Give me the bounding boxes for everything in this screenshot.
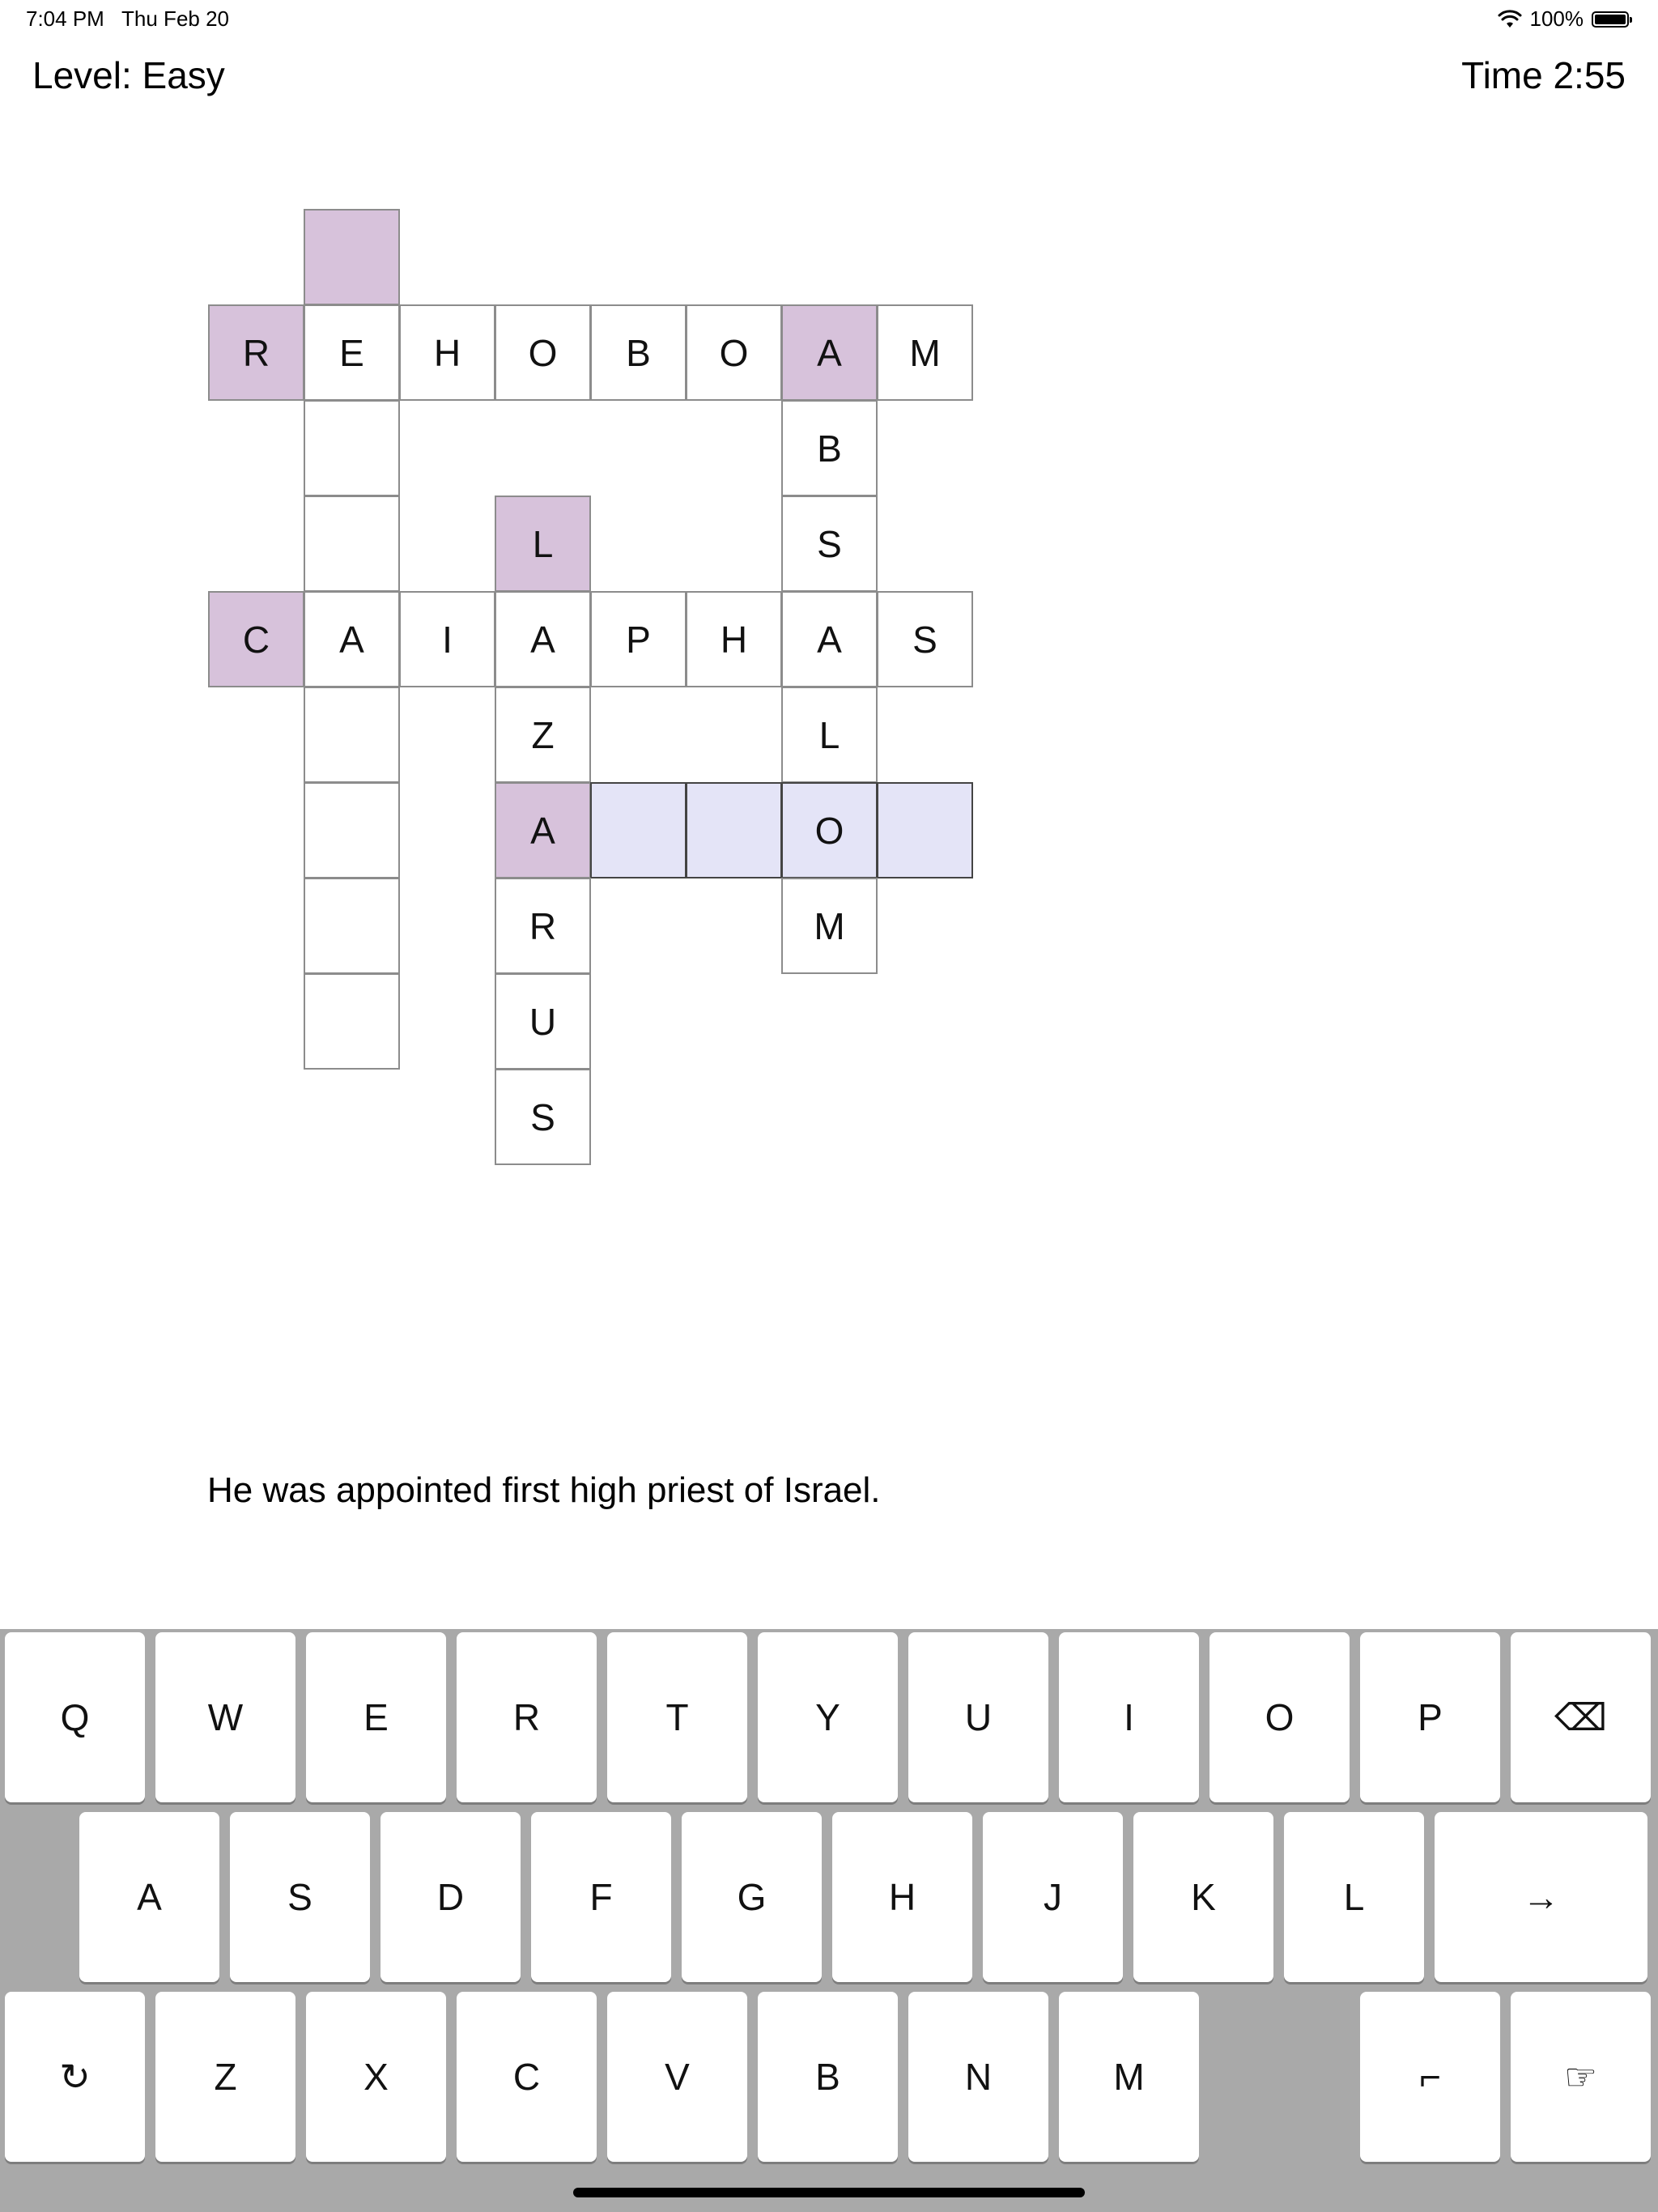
key-j-label: J xyxy=(1044,1876,1062,1918)
wifi-icon xyxy=(1498,10,1522,29)
keyboard xyxy=(0,1629,1658,2212)
key-i[interactable] xyxy=(1059,1632,1199,1802)
crossword-cell[interactable]: S xyxy=(877,591,973,687)
crossword-cell[interactable]: U xyxy=(495,973,591,1070)
clue-text: He was appointed first high priest of Israel. xyxy=(207,1470,881,1510)
backspace-icon-label: ⌫ xyxy=(1554,1696,1608,1738)
crossword-cell[interactable]: M xyxy=(877,304,973,401)
next-arrow-icon-label: → xyxy=(1522,1876,1560,1918)
key-r[interactable] xyxy=(457,1632,597,1802)
crossword-cell[interactable]: H xyxy=(686,591,782,687)
key-w[interactable] xyxy=(155,1632,295,1802)
crossword-cell[interactable]: O xyxy=(781,782,878,878)
key-m-label: M xyxy=(1113,2056,1145,2098)
key-i-label: I xyxy=(1124,1696,1134,1738)
key-g[interactable] xyxy=(682,1812,822,1982)
crossword-cell[interactable]: H xyxy=(399,304,495,401)
crossword-cell[interactable] xyxy=(877,782,973,878)
crossword-cell[interactable]: R xyxy=(208,304,304,401)
crossword-cell[interactable]: L xyxy=(495,496,591,592)
key-e[interactable] xyxy=(306,1632,446,1802)
crossword-cell[interactable] xyxy=(304,400,400,496)
key-s[interactable] xyxy=(230,1812,370,1982)
crossword-cell[interactable] xyxy=(304,496,400,592)
crossword-cell[interactable]: C xyxy=(208,591,304,687)
key-h-label: H xyxy=(888,1876,916,1918)
hint-hand-icon-label: ☞ xyxy=(1563,2056,1598,2098)
key-r-label: R xyxy=(512,1696,541,1738)
crossword-cell[interactable]: M xyxy=(781,878,878,974)
key-s-label: S xyxy=(287,1876,312,1918)
crossword-cell[interactable]: I xyxy=(399,591,495,687)
crossword-cell[interactable] xyxy=(304,782,400,878)
crossword-cell[interactable] xyxy=(304,209,400,305)
timer-label: Time 2:55 xyxy=(1461,54,1626,96)
crossword-cell[interactable] xyxy=(590,782,687,878)
key-u[interactable] xyxy=(908,1632,1048,1802)
status-date: Thu Feb 20 xyxy=(121,6,230,31)
crossword-cell[interactable]: P xyxy=(590,591,687,687)
key-y[interactable] xyxy=(758,1632,898,1802)
corner-icon-label: ⌐ xyxy=(1419,2056,1441,2098)
key-n-label: N xyxy=(964,2056,993,2098)
crossword-cell[interactable]: A xyxy=(781,591,878,687)
key-j[interactable] xyxy=(983,1812,1123,1982)
status-bar-left xyxy=(26,6,229,32)
key-v-label: V xyxy=(665,2056,690,2098)
crossword-cell[interactable]: A xyxy=(495,591,591,687)
key-x[interactable] xyxy=(306,1992,446,2162)
key-k-label: K xyxy=(1191,1876,1216,1918)
crossword-cell[interactable] xyxy=(304,687,400,783)
key-p-label: P xyxy=(1418,1696,1443,1738)
crossword-cell[interactable]: A xyxy=(781,304,878,401)
key-q[interactable] xyxy=(5,1632,145,1802)
battery-icon xyxy=(1592,11,1629,28)
key-z-label: Z xyxy=(214,2056,237,2098)
key-k[interactable] xyxy=(1133,1812,1273,1982)
crossword-cell[interactable]: A xyxy=(304,591,400,687)
key-g-label: G xyxy=(737,1876,767,1918)
crossword-cell[interactable]: Z xyxy=(495,687,591,783)
crossword-cell[interactable]: R xyxy=(495,878,591,974)
crossword-cell[interactable]: B xyxy=(781,400,878,496)
key-t-label: T xyxy=(665,1696,689,1738)
crossword-cell[interactable] xyxy=(304,973,400,1070)
key-m[interactable] xyxy=(1059,1992,1199,2162)
crossword-cell[interactable]: S xyxy=(781,496,878,592)
key-c[interactable] xyxy=(457,1992,597,2162)
home-indicator[interactable] xyxy=(573,2188,1085,2197)
key-z[interactable] xyxy=(155,1992,295,2162)
battery-percent: 100% xyxy=(1529,6,1584,31)
key-b[interactable] xyxy=(758,1992,898,2162)
status-bar-right xyxy=(1498,6,1630,32)
crossword-cell[interactable]: A xyxy=(495,782,591,878)
key-p[interactable] xyxy=(1360,1632,1500,1802)
key-q-label: Q xyxy=(60,1696,90,1738)
key-a-label: A xyxy=(137,1876,162,1918)
next-arrow-icon[interactable] xyxy=(1435,1812,1647,1982)
key-d[interactable] xyxy=(380,1812,521,1982)
crossword-cell[interactable]: S xyxy=(495,1069,591,1165)
key-v[interactable] xyxy=(607,1992,747,2162)
key-c-label: C xyxy=(512,2056,541,2098)
key-y-label: Y xyxy=(815,1696,840,1738)
key-e-label: E xyxy=(363,1696,389,1738)
key-n[interactable] xyxy=(908,1992,1048,2162)
key-a[interactable] xyxy=(79,1812,219,1982)
key-d-label: D xyxy=(436,1876,465,1918)
key-t[interactable] xyxy=(607,1632,747,1802)
key-f[interactable] xyxy=(531,1812,671,1982)
crossword-cell[interactable]: O xyxy=(495,304,591,401)
crossword-cell[interactable]: E xyxy=(304,304,400,401)
key-l-label: L xyxy=(1343,1876,1365,1918)
status-time: 7:04 PM xyxy=(26,6,104,31)
key-l[interactable] xyxy=(1284,1812,1424,1982)
backspace-icon[interactable] xyxy=(1511,1632,1651,1802)
crossword-cell[interactable]: O xyxy=(686,304,782,401)
key-o[interactable] xyxy=(1209,1632,1350,1802)
key-h[interactable] xyxy=(832,1812,972,1982)
hint-hand-icon[interactable] xyxy=(1511,1992,1651,2162)
crossword-cell[interactable] xyxy=(304,878,400,974)
crossword-cell[interactable]: B xyxy=(590,304,687,401)
key-b-label: B xyxy=(815,2056,840,2098)
key-x-label: X xyxy=(363,2056,389,2098)
level-label: Level: Easy xyxy=(32,54,225,96)
key-f-label: F xyxy=(589,1876,613,1918)
corner-icon[interactable] xyxy=(1360,1992,1500,2162)
reset-icon-label: ↻ xyxy=(59,2056,91,2098)
key-u-label: U xyxy=(964,1696,993,1738)
reset-icon[interactable] xyxy=(5,1992,145,2162)
crossword-cell[interactable]: L xyxy=(781,687,878,783)
key-w-label: W xyxy=(207,1696,244,1738)
crossword-cell[interactable] xyxy=(686,782,782,878)
key-o-label: O xyxy=(1265,1696,1295,1738)
